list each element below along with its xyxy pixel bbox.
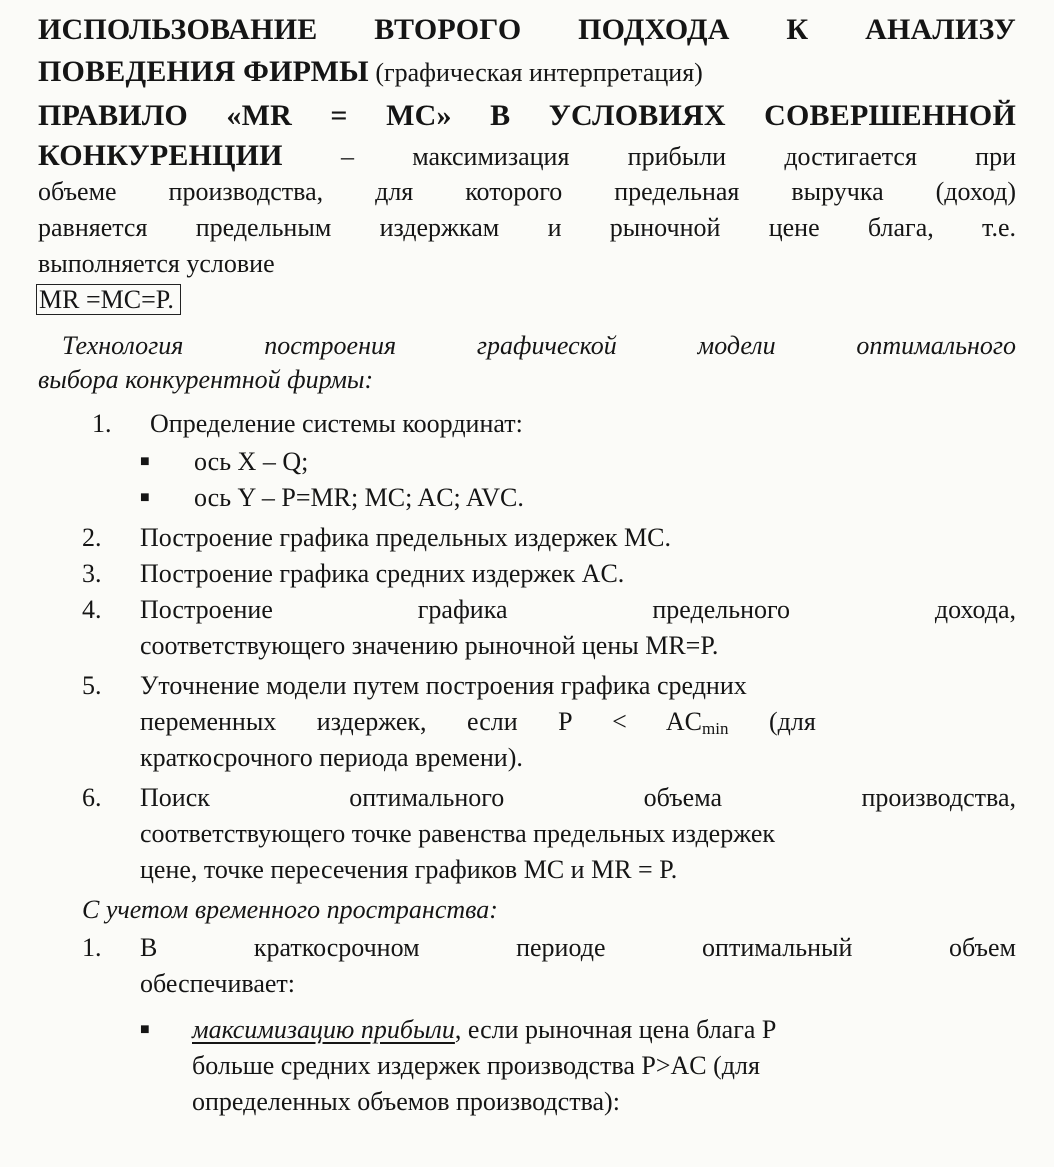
step-6 <box>82 782 1016 814</box>
time-item-1-number: 1. <box>82 933 102 962</box>
square-bullet-icon: ■ <box>140 1021 150 1038</box>
step-3 <box>82 558 1016 590</box>
step-3-number: 3. <box>82 559 102 588</box>
step-6-text: Поиск оптимального объема производства, <box>140 783 1016 812</box>
profit-max-italic: максимизацию прибыли <box>192 1015 455 1044</box>
step-5-cont-2: краткосрочного периода времени). <box>140 743 523 772</box>
heading-profit-max-text: – максимизация прибыли достигается при <box>282 142 1016 171</box>
square-bullet-icon: ■ <box>140 453 150 470</box>
heading-graphic-interpretation: (графическая интерпретация) <box>368 58 703 87</box>
step-6-cont-2: цене, точке пересечения графиков MC и MR = P. <box>140 855 678 884</box>
step-4-cont: соответствующего значению рыночной цены MR=P. <box>140 631 719 660</box>
time-item-1-cont: обеспечивает: <box>140 969 296 998</box>
technology-title-line-1: Технология построения графической модели оптимального <box>62 331 1016 360</box>
profit-bullet-cont-1: больше средних издержек производства P>AC (для <box>192 1051 760 1080</box>
intro-line-3: выполняется условие <box>38 249 275 278</box>
bullet-axis-y-text: ось Y – P=MR; MC; AC; AVC. <box>194 483 524 512</box>
step-1-number: 1. <box>92 409 112 438</box>
time-item-1-text: В краткосрочном периоде оптимальный объем <box>140 933 1016 962</box>
step-5-subscript: min <box>702 719 729 738</box>
step-6-cont-1: соответствующего точке равенства предельных издержек <box>140 819 776 848</box>
bullet-axis-y <box>140 482 1016 514</box>
step-4-number: 4. <box>82 595 102 624</box>
step-2 <box>82 522 1016 554</box>
formula-box: MR =MC=P. <box>36 284 181 315</box>
heading-firm-behavior: ПОВЕДЕНИЯ ФИРМЫ <box>38 55 369 88</box>
heading-line-2 <box>38 56 1016 89</box>
step-1-text: Определение системы координат: <box>150 409 523 438</box>
profit-bullet-cont-2: определенных объемов производства): <box>192 1087 620 1116</box>
step-5 <box>82 670 1016 702</box>
technology-title-line-2: выбора конкурентной фирмы: <box>38 365 374 394</box>
step-4-text: Построение графика предельного дохода, <box>140 595 1016 624</box>
step-4 <box>82 594 1016 626</box>
step-6-number: 6. <box>82 783 102 812</box>
step-2-number: 2. <box>82 523 102 552</box>
profit-bullet-text: , если рыночная цена блага P <box>454 1015 777 1044</box>
step-2-text: Построение графика предельных издержек MC. <box>140 523 671 552</box>
heading-competition: КОНКУРЕНЦИИ <box>38 139 283 172</box>
time-section-title: С учетом временного пространства: <box>82 895 498 924</box>
step-1 <box>92 408 1016 440</box>
step-5-number: 5. <box>82 671 102 700</box>
time-item-1 <box>82 932 1016 964</box>
bullet-axis-x <box>140 446 1016 478</box>
intro-line-2: равняется предельным издержкам и рыночной цене блага, т.е. <box>38 213 1016 242</box>
step-5-cont-1 <box>140 706 1016 745</box>
bullet-axis-x-text: ось X – Q; <box>194 447 309 476</box>
heading-line-4 <box>38 140 1016 173</box>
square-bullet-icon: ■ <box>140 489 150 506</box>
step-5-condition: переменных издержек, если P < AC <box>140 707 703 736</box>
step-5-paren: (для <box>728 707 816 736</box>
heading-line-1: ИСПОЛЬЗОВАНИЕ ВТОРОГО ПОДХОДА К АНАЛИЗУ <box>38 13 1016 46</box>
profit-bullet <box>140 1014 1016 1046</box>
intro-line-1: объеме производства, для которого предельная выручка (доход) <box>38 177 1016 206</box>
step-3-text: Построение графика средних издержек AC. <box>140 559 625 588</box>
step-5-text: Уточнение модели путем построения графика средних <box>140 671 747 700</box>
heading-line-3: ПРАВИЛО «MR = MC» В УСЛОВИЯХ СОВЕРШЕННОЙ <box>38 99 1016 132</box>
formula-line <box>36 284 1016 316</box>
